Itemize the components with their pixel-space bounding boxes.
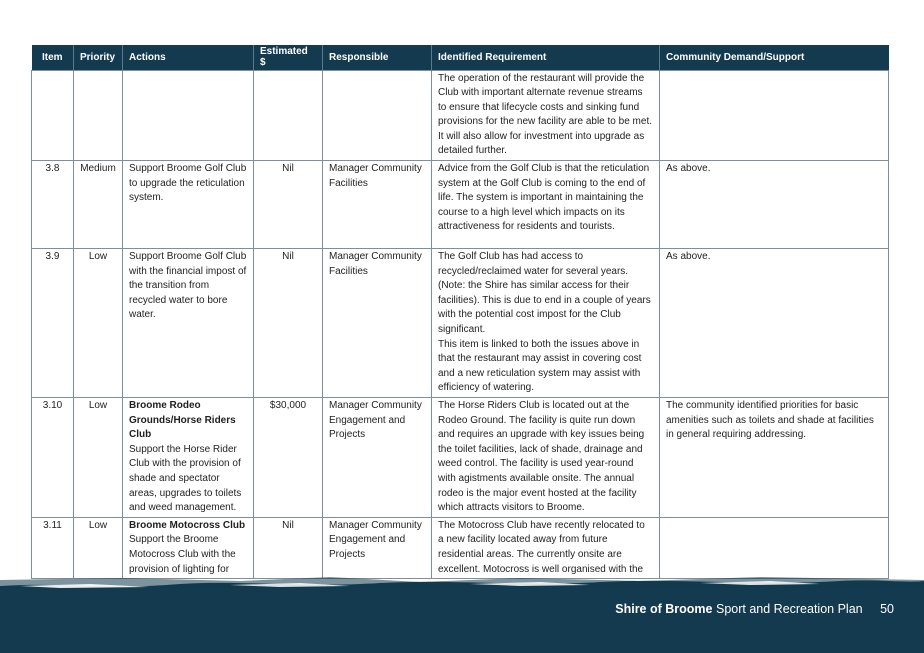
action-title: Broome Rodeo Grounds/Horse Riders Club (129, 400, 236, 441)
cell-requirement: The Horse Riders Club is located out at the Rodeo Ground. The facility is quite run down and requires an upgrade with key issues being the toilet facilities, lack of shade, drainage and weed control. The facility is used year-round with agistments available onsite. The annual rodeo is the major event hosted at the facility which attracts visitors to Broome. (432, 398, 660, 518)
table-header-row (32, 45, 889, 70)
cell-priority: Low (74, 249, 123, 398)
footer-org-name: Shire of Broome (615, 602, 713, 616)
cell-estimated: Nil (254, 249, 323, 398)
action-description: Support the Horse Rider Club with the provision of shade and spectator areas, upgrades to toilets and weed management. (129, 443, 242, 514)
footer-plan-title: Sport and Recreation Plan (715, 602, 863, 616)
cell-actions (123, 517, 254, 578)
table-row (32, 517, 889, 578)
cell-requirement: The Motocross Club have recently relocated to a new facility located away from future residential areas. The currently onsite are excellent. Motocross is well organised with the (432, 517, 660, 578)
cell-estimated: Nil (254, 161, 323, 249)
cell-estimated: $30,000 (254, 398, 323, 518)
header-community: Community Demand/Support (660, 45, 889, 70)
header-requirement: Identified Requirement (432, 45, 660, 70)
cell-responsible: Manager Community Engagement and Projects (323, 517, 432, 578)
action-plan-table (31, 45, 889, 579)
cell-actions: Support Broome Golf Club to upgrade the reticulation system. (123, 161, 254, 249)
cell-community (660, 517, 889, 578)
cell-responsible: Manager Community Engagement and Projects (323, 398, 432, 518)
cell-item: 3.10 (32, 398, 74, 518)
header-estimated: Estimated $ (254, 45, 323, 70)
cell-priority: Medium (74, 161, 123, 249)
page-number: 50 (880, 602, 894, 616)
cell-estimated: Nil (254, 517, 323, 578)
cell-requirement (432, 249, 660, 398)
cell-community: As above. (660, 161, 889, 249)
cell-item: 3.9 (32, 249, 74, 398)
table-row (32, 249, 889, 398)
table-row (32, 70, 889, 161)
requirement-paragraph: This item is linked to both the issues above in that the restaurant may assist in covering cost and a new reticulation system may assist with efficiency of watering. (438, 338, 642, 394)
cell-community: The community identified priorities for basic amenities such as toilets and shade at facilities in general requiring addressing. (660, 398, 889, 518)
cell-actions (123, 70, 254, 161)
action-description: Support the Broome Motocross Club with the provision of lighting for (129, 534, 236, 575)
cell-item: 3.11 (32, 517, 74, 578)
cell-actions (123, 398, 254, 518)
cell-community: As above. (660, 249, 889, 398)
page-footer (0, 572, 924, 653)
cell-responsible: Manager Community Facilities (323, 161, 432, 249)
action-title: Broome Motocross Club (129, 519, 246, 531)
cell-item (32, 70, 74, 161)
table-row (32, 161, 889, 249)
header-responsible: Responsible (323, 45, 432, 70)
cell-actions: Support Broome Golf Club with the financial impost of the transition from recycled water to bore water. (123, 249, 254, 398)
header-actions: Actions (123, 45, 254, 70)
cell-priority (74, 70, 123, 161)
cell-priority: Low (74, 398, 123, 518)
header-priority: Priority (74, 45, 123, 70)
requirement-paragraph: The Golf Club has had access to recycled/reclaimed water for several years. (Note: the Shire has similar access for their facilities). This is due to end in a couple of years with the potential cost impost for the Club significant. (438, 251, 651, 336)
cell-item: 3.8 (32, 161, 74, 249)
cell-responsible (323, 70, 432, 161)
action-plan-table-container (31, 45, 888, 579)
cell-requirement: Advice from the Golf Club is that the reticulation system at the Golf Club is coming to the end of life. The system is important in maintaining the course to a high level which impacts on its attractiveness for residents and tourists. (432, 161, 660, 249)
cell-estimated (254, 70, 323, 161)
cell-requirement: The operation of the restaurant will provide the Club with important alternate revenue streams to ensure that lifecycle costs and sinking fund provisions for the new facility are able to be met. It will also allow for investment into upgrade as detailed further. (432, 70, 660, 161)
cell-responsible: Manager Community Facilities (323, 249, 432, 398)
header-item: Item (32, 45, 74, 70)
table-row (32, 398, 889, 518)
cell-priority: Low (74, 517, 123, 578)
footer-text (615, 602, 894, 616)
cell-community (660, 70, 889, 161)
